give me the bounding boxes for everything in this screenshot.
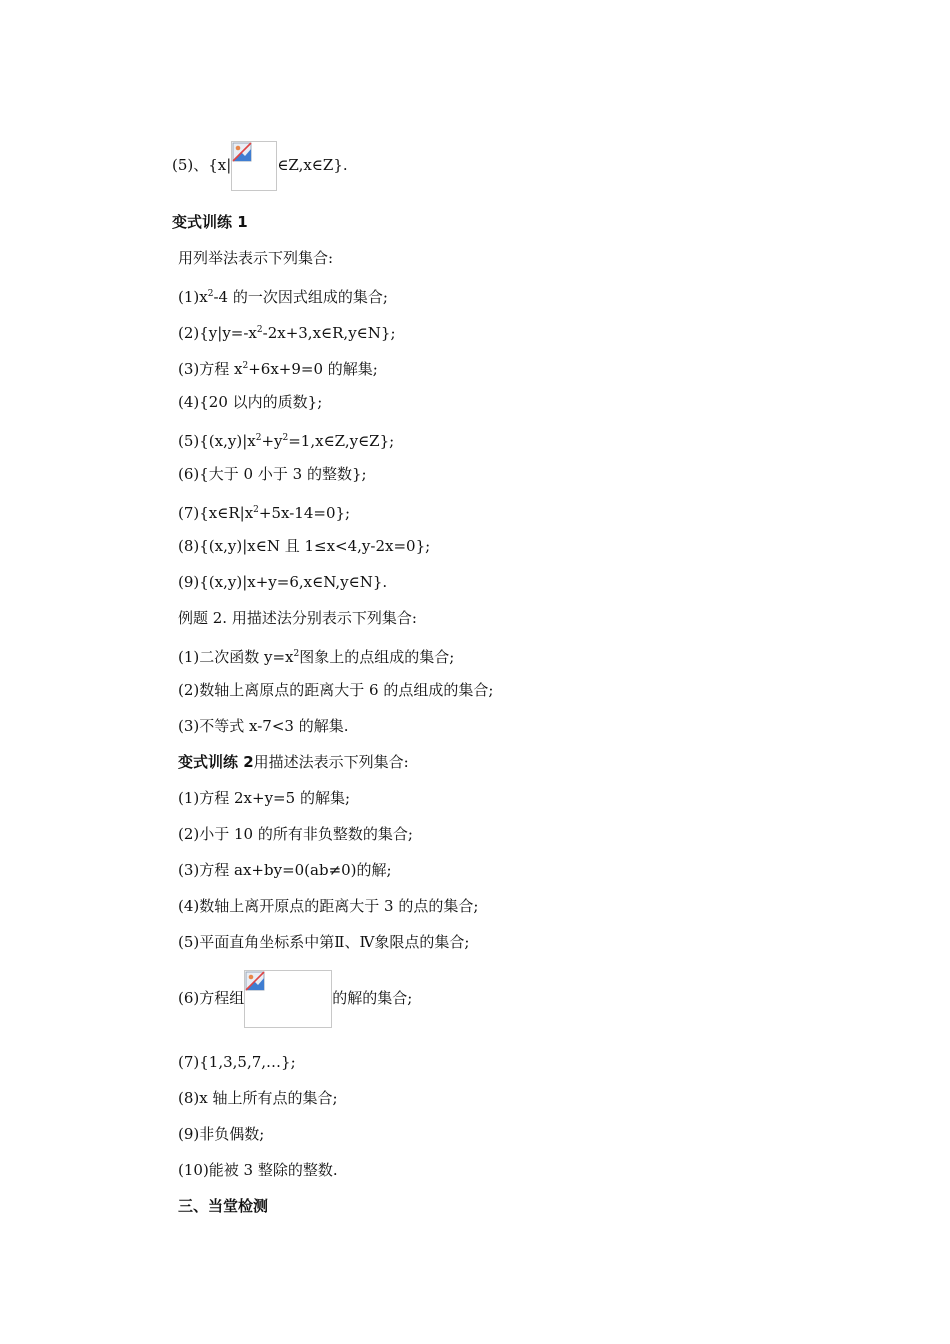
example-item-2: (2)数轴上离原点的距离大于 6 的点组成的集合; — [178, 681, 494, 699]
instruction-text: 用列举法表示下列集合: — [178, 249, 334, 267]
variant2-item-10: (10)能被 3 整除的整数. — [178, 1161, 338, 1179]
example-item-1 — [178, 644, 454, 667]
superscript: 2 — [282, 433, 289, 443]
variant2-item-3: (3)方程 ax+by=0(ab≠0)的解; — [178, 861, 392, 879]
text: (2){y|y=-x — [178, 324, 257, 342]
heading-classroom-test: 三、当堂检测 — [178, 1197, 269, 1215]
text: (1)二次函数 y=x — [178, 648, 294, 666]
text: =1,x∈Z,y∈Z}; — [288, 432, 395, 450]
variant2-item-6 — [178, 970, 412, 1028]
variant2-item-5: (5)平面直角坐标系中第Ⅱ、Ⅳ象限点的集合; — [178, 933, 470, 951]
example-item-3: (3)不等式 x-7<3 的解集. — [178, 717, 349, 735]
example-2-heading: 例题 2. 用描述法分别表示下列集合: — [178, 609, 417, 627]
variant2-item-2: (2)小于 10 的所有非负整数的集合; — [178, 825, 413, 843]
exercise-item-8: (8){(x,y)|x∈N 且 1≤x<4,y-2x=0}; — [178, 537, 431, 555]
broken-image-icon — [245, 971, 265, 991]
text: -2x+3,x∈R,y∈N}; — [262, 324, 396, 342]
superscript: 2 — [242, 361, 249, 371]
text: +6x+9=0 的解集; — [248, 360, 378, 378]
variant2-item-1: (1)方程 2x+y=5 的解集; — [178, 789, 350, 807]
text: ∈Z,x∈Z}. — [277, 156, 348, 174]
heading-variant-training-1: 变式训练 1 — [172, 213, 248, 231]
exercise-item-9: (9){(x,y)|x+y=6,x∈N,y∈N}. — [178, 573, 388, 591]
item-5-set-builder — [172, 141, 348, 191]
text: +5x-14=0}; — [258, 504, 351, 522]
exercise-item-7 — [178, 500, 350, 523]
variant2-item-8: (8)x 轴上所有点的集合; — [178, 1089, 338, 1107]
superscript: 2 — [293, 649, 300, 659]
exercise-item-5 — [178, 428, 394, 451]
text: (6)方程组 — [178, 989, 245, 1007]
variant2-item-9: (9)非负偶数; — [178, 1125, 265, 1143]
superscript: 2 — [207, 289, 214, 299]
text: (5){(x,y)|x — [178, 432, 256, 450]
superscript: 2 — [255, 433, 262, 443]
equation-system-image — [244, 970, 332, 1028]
exercise-item-4: (4){20 以内的质数}; — [178, 393, 323, 411]
variant-training-2-line — [178, 752, 409, 772]
exercise-item-1 — [178, 284, 388, 307]
text: 的解的集合; — [332, 989, 413, 1007]
heading-variant-training-2: 变式训练 2 — [178, 753, 254, 771]
superscript: 2 — [256, 325, 263, 335]
broken-image-icon — [232, 142, 252, 162]
text: 用描述法表示下列集合: — [253, 753, 409, 771]
text: (3)方程 x — [178, 360, 243, 378]
text: (5)、{x| — [172, 156, 232, 174]
exercise-item-2 — [178, 320, 396, 343]
formula-image — [231, 141, 277, 191]
superscript: 2 — [253, 505, 259, 515]
text: (1)x — [178, 288, 208, 306]
text: 图象上的点组成的集合; — [299, 648, 455, 666]
text: +y — [261, 432, 283, 450]
variant2-item-4: (4)数轴上离开原点的距离大于 3 的点的集合; — [178, 897, 479, 915]
text: -4 的一次因式组成的集合; — [213, 288, 388, 306]
text: (7){x∈R|x — [178, 504, 254, 522]
variant2-item-7: (7){1,3,5,7,…}; — [178, 1053, 296, 1071]
exercise-item-3 — [178, 356, 378, 379]
exercise-item-6: (6){大于 0 小于 3 的整数}; — [178, 465, 367, 483]
